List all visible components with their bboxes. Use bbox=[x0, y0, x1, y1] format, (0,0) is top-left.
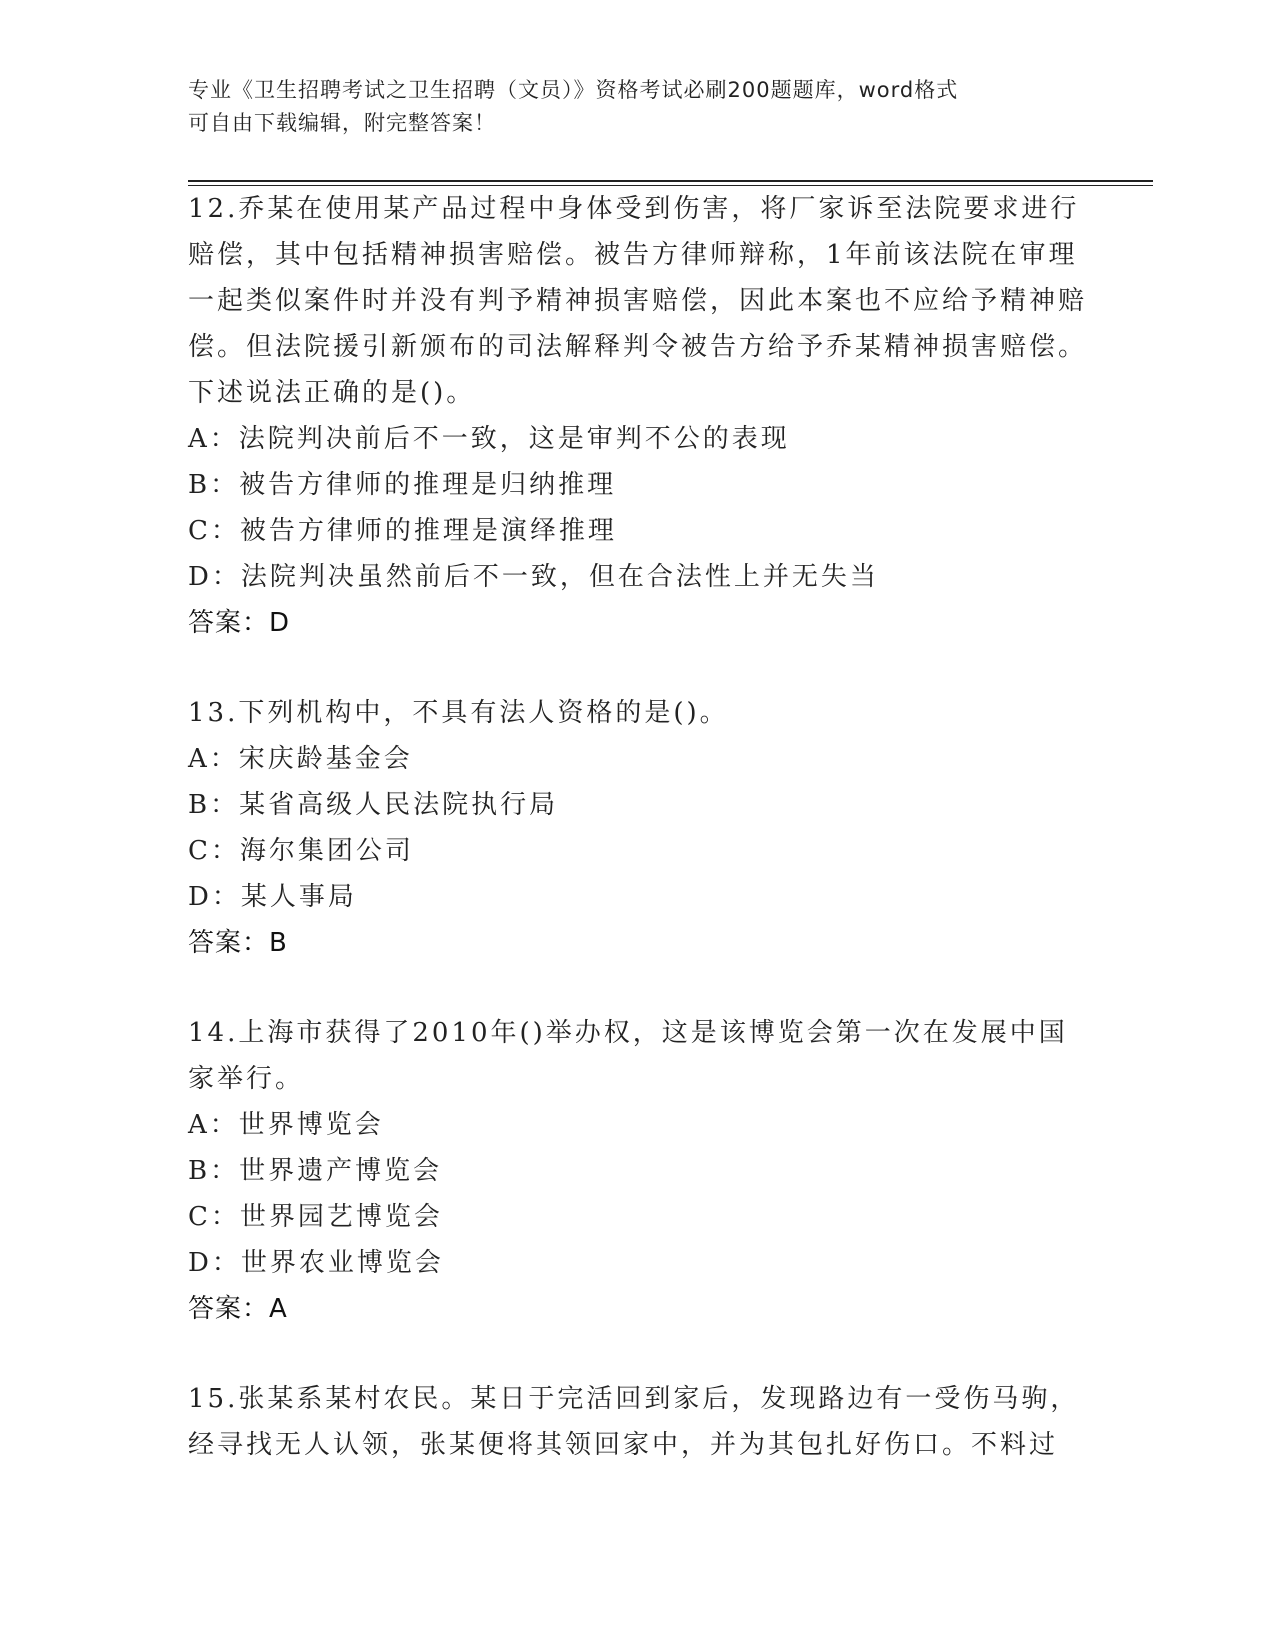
option-c: C：世界园艺博览会 bbox=[188, 1202, 443, 1232]
question-text: 12.乔某在使用某产品过程中身体受到伤害，将厂家诉至法院要求进行赔偿，其中包括精神损害赔偿。被告方律师辩称，1年前该法院在审理一起类似案件时并没有判予精神损害赔偿，因此本案也不应给予精神赔偿。但法院援引新颁布的司法解释判令被告方给予乔某精神损害赔偿。下述说法正确的是()。 bbox=[188, 194, 1088, 408]
option-d: D：法院判决虽然前后不一致，但在合法性上并无失当 bbox=[188, 562, 879, 592]
answer: 答案：A bbox=[188, 1294, 288, 1324]
option-a: A：法院判决前后不一致，这是审判不公的表现 bbox=[188, 424, 790, 454]
option-d: D：世界农业博览会 bbox=[188, 1248, 444, 1278]
spacer bbox=[188, 646, 1088, 690]
option-c: C：海尔集团公司 bbox=[188, 836, 414, 866]
question-list bbox=[188, 186, 1088, 1468]
header-line-2: 可自由下载编辑，附完整答案！ bbox=[188, 111, 496, 135]
spacer bbox=[188, 966, 1088, 1010]
option-d: D：某人事局 bbox=[188, 882, 357, 912]
option-a: A：宋庆龄基金会 bbox=[188, 744, 413, 774]
question-text: 15.张某系某村农民。某日于完活回到家后，发现路边有一受伤马驹，经寻找无人认领，张某便将其领回家中，并为其包扎好伤口。不料过 bbox=[188, 1384, 1080, 1460]
option-c: C：被告方律师的推理是演绎推理 bbox=[188, 516, 617, 546]
option-a: A：世界博览会 bbox=[188, 1110, 384, 1140]
question-text: 14.上海市获得了2010年()举办权，这是该博览会第一次在发展中国家举行。 bbox=[188, 1018, 1068, 1094]
question-text: 13.下列机构中，不具有法人资格的是()。 bbox=[188, 698, 729, 728]
question-13 bbox=[188, 690, 1088, 966]
option-b: B：被告方律师的推理是归纳推理 bbox=[188, 470, 617, 500]
document-header bbox=[188, 74, 1088, 140]
header-line-1: 专业《卫生招聘考试之卫生招聘（文员）》资格考试必刷200题题库，word格式 bbox=[188, 78, 959, 102]
option-b: B：某省高级人民法院执行局 bbox=[188, 790, 559, 820]
answer: 答案：D bbox=[188, 608, 291, 638]
question-15 bbox=[188, 1376, 1088, 1468]
spacer bbox=[188, 1332, 1088, 1376]
answer: 答案：B bbox=[188, 928, 288, 958]
option-b: B：世界遗产博览会 bbox=[188, 1156, 443, 1186]
question-12 bbox=[188, 186, 1088, 646]
header-divider-thick bbox=[188, 180, 1153, 182]
question-14 bbox=[188, 1010, 1088, 1332]
